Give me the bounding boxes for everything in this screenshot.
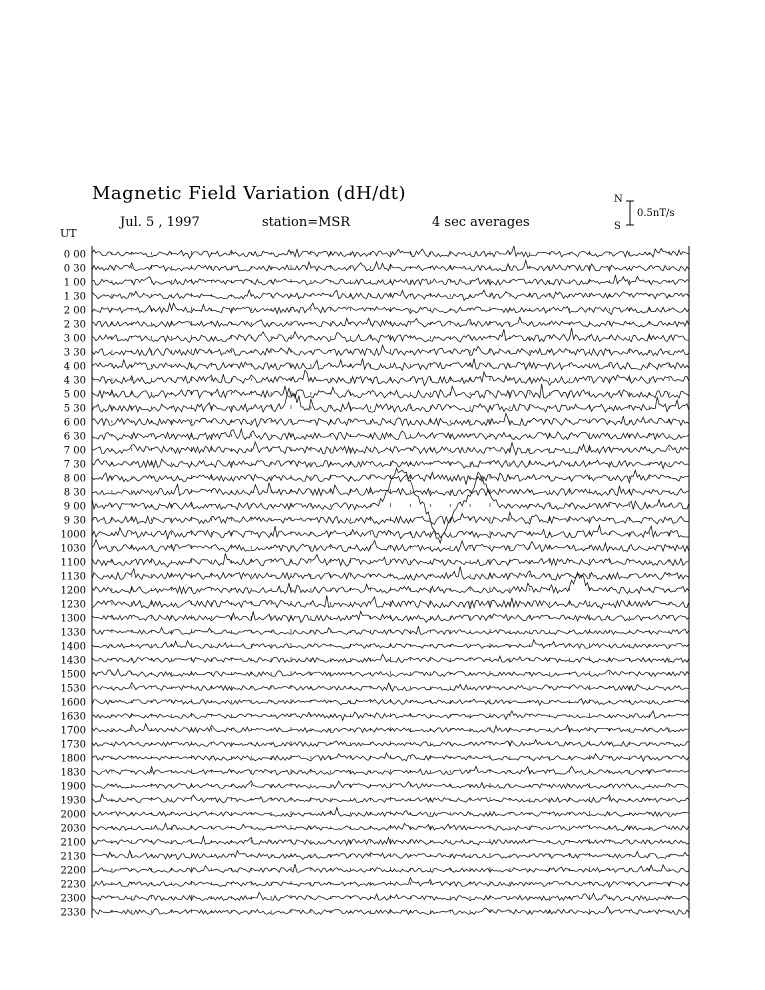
row-label: 2330 (60, 907, 86, 919)
trace-1-00 (92, 275, 689, 285)
row-label: 5 00 (63, 389, 86, 401)
row-label: 3 30 (63, 347, 86, 359)
trace-1000 (92, 525, 689, 538)
trace-2330 (92, 907, 689, 915)
row-label: 1 30 (63, 291, 86, 303)
row-label: 4 00 (63, 361, 86, 373)
row-label: 1900 (60, 781, 86, 793)
row-label: 1330 (60, 627, 86, 639)
row-label: 6 00 (63, 417, 86, 429)
chart-averaging: 4 sec averages (432, 215, 530, 230)
row-label: 1500 (60, 669, 86, 681)
row-label: 7 30 (63, 459, 86, 471)
row-label: 1400 (60, 641, 86, 653)
row-label: 2230 (60, 879, 86, 891)
trace-2-30 (92, 317, 689, 327)
row-label: 6 30 (63, 431, 86, 443)
trace-1800 (92, 753, 689, 761)
row-label: 7 00 (63, 445, 86, 457)
row-label: 1800 (60, 753, 86, 765)
row-label: 4 30 (63, 375, 86, 387)
row-label: 0 00 (63, 249, 86, 261)
row-label: 2200 (60, 865, 86, 877)
row-label: 8 00 (63, 473, 86, 485)
row-label: 9 30 (63, 515, 86, 527)
row-label: 1300 (60, 613, 86, 625)
trace-1530 (92, 683, 689, 692)
row-label: 1430 (60, 655, 86, 667)
row-label: 1230 (60, 599, 86, 611)
row-label: 0 30 (63, 263, 86, 275)
row-label: 1630 (60, 711, 86, 723)
chart-date: Jul. 5 , 1997 (120, 215, 200, 230)
row-label: 1100 (60, 557, 86, 569)
row-label: 3 00 (63, 333, 86, 345)
row-label: 2000 (60, 809, 86, 821)
scale-value-label: 0.5nT/s (637, 208, 675, 219)
row-label: 1930 (60, 795, 86, 807)
row-label: 1000 (60, 529, 86, 541)
row-label: 1530 (60, 683, 86, 695)
row-label: 1730 (60, 739, 86, 751)
row-label: 1600 (60, 697, 86, 709)
row-label: 2300 (60, 893, 86, 905)
row-label: 5 30 (63, 403, 86, 415)
row-label: 2100 (60, 837, 86, 849)
chart-station: station=MSR (262, 215, 351, 230)
row-label: 1030 (60, 543, 86, 555)
row-label: 2 30 (63, 319, 86, 331)
trace-4-30 (92, 370, 689, 385)
row-label: 1130 (60, 571, 86, 583)
row-label: 1200 (60, 585, 86, 597)
y-axis-label: UT (60, 227, 77, 240)
row-label: 2030 (60, 823, 86, 835)
scale-south-label: S (614, 221, 621, 232)
trace-1930 (92, 794, 689, 803)
row-label: 8 30 (63, 487, 86, 499)
row-label: 2 00 (63, 305, 86, 317)
scale-north-label: N (614, 194, 623, 205)
trace-1030 (92, 540, 689, 552)
row-label: 1830 (60, 767, 86, 779)
trace-1400 (92, 640, 689, 649)
row-label: 9 00 (63, 501, 86, 513)
chart-title: Magnetic Field Variation (dH/dt) (92, 183, 407, 204)
trace-5-00 (92, 384, 689, 398)
row-label: 1700 (60, 725, 86, 737)
row-label: 1 00 (63, 277, 86, 289)
row-label: 2130 (60, 851, 86, 863)
trace-1330 (92, 626, 689, 634)
